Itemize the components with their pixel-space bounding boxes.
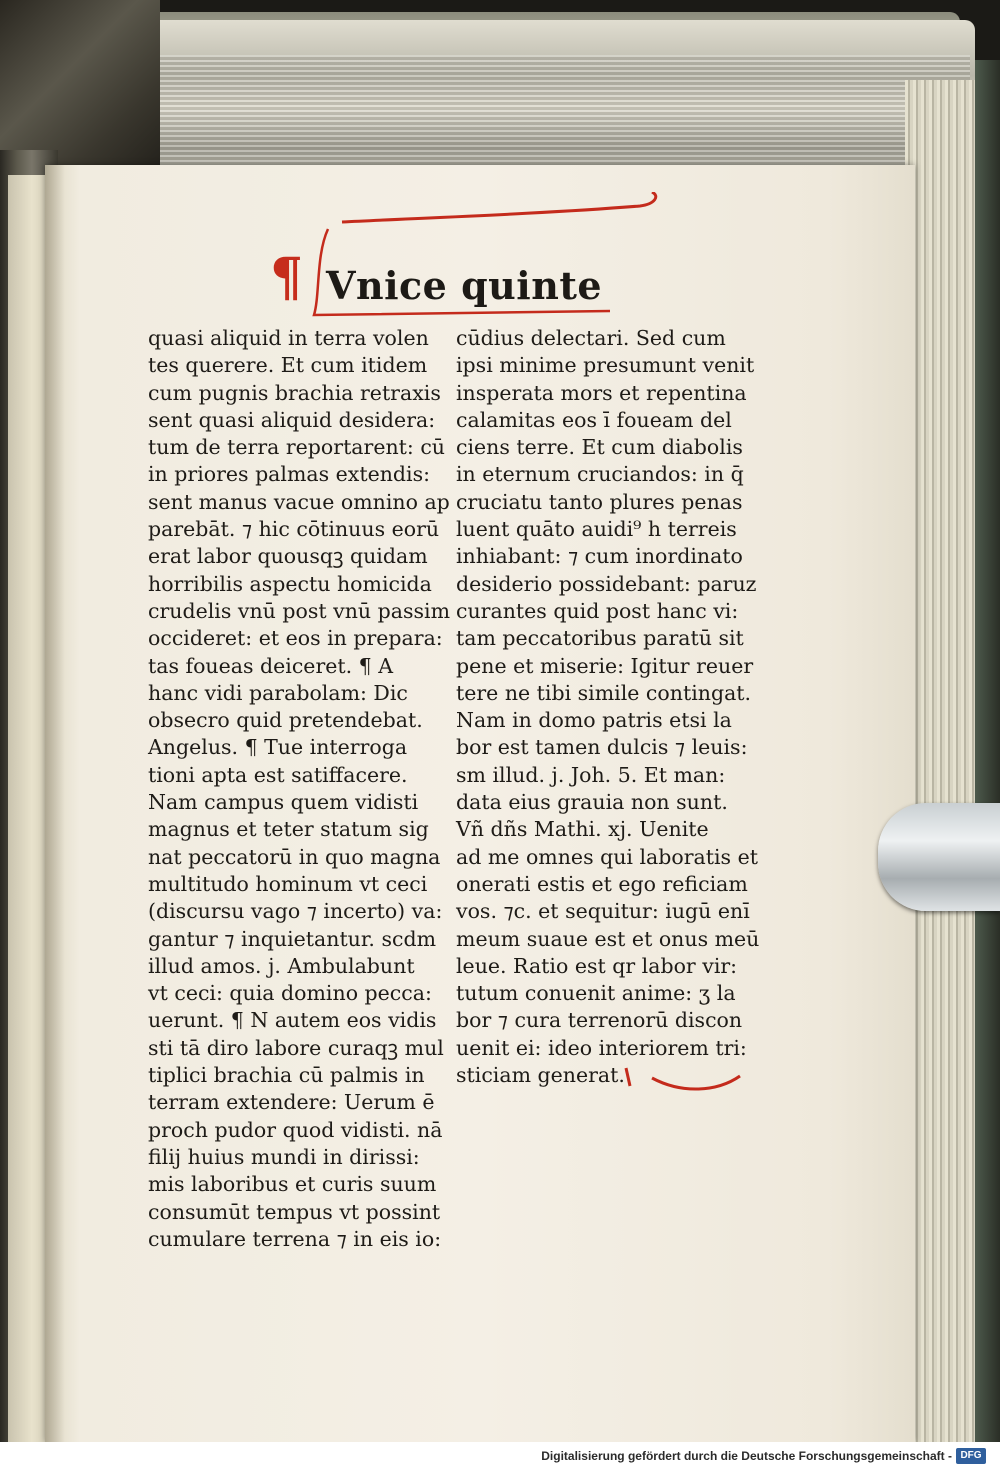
red-flourish-top	[340, 192, 660, 228]
text-line: onerati estis et ego reficiam	[456, 871, 748, 896]
text-line: ad me omnes qui laboratis et	[456, 844, 758, 869]
footer-bar	[0, 1442, 1000, 1473]
text-line: tam peccatoribus paratū sit	[456, 626, 744, 651]
page-clip	[878, 803, 1000, 911]
footer-credit: Digitalisierung gefördert durch die Deutsche Forschungsgemeinschaft -	[541, 1449, 952, 1463]
text-line: meum suaue est et onus meū	[456, 926, 760, 951]
left-page-edge	[8, 175, 48, 1442]
text-line: obsecro quid pretendebat.	[148, 708, 423, 733]
text-line: leue. Ratio est qr labor vir:	[456, 953, 738, 978]
text-line: tioni apta est satiffacere.	[148, 762, 408, 787]
text-line: sti tā diro labore curaqꝫ mul	[148, 1035, 444, 1060]
text-line: illud amos. j. Ambulabunt	[148, 953, 415, 978]
text-line: data eius grauia non sunt.	[456, 790, 728, 815]
text-line: Angelus. ¶ Tue interroga	[148, 735, 408, 760]
text-line: tiplici brachia cū palmis in	[148, 1063, 425, 1088]
text-line: tes querere. Et cum itidem	[148, 353, 428, 378]
page-header-title: Vnice quinte	[326, 263, 603, 308]
text-line: erat labor quousqꝫ quidam	[148, 544, 428, 569]
text-line: in priores palmas extendis:	[148, 462, 431, 487]
text-line: sent quasi aliquid desidera:	[148, 407, 436, 432]
right-text-column	[456, 325, 760, 1089]
text-line: quasi aliquid in terra volen	[148, 326, 429, 350]
text-line: consumūt tempus vt possint	[148, 1199, 441, 1224]
text-line: magnus et teter statum sig	[148, 817, 429, 842]
text-line: (discursu vago ⁊ incerto) va:	[148, 899, 443, 924]
text-line: tas foueas deiceret. ¶ A	[148, 653, 394, 678]
text-line: curantes quid post hanc vi:	[456, 598, 739, 623]
text-line: luent quāto auidi⁹ h terreis	[456, 517, 737, 542]
text-line: uerunt. ¶ N autem eos vidis	[148, 1008, 437, 1033]
page-gutter-shadow	[45, 165, 65, 1442]
text-line: sent manus vacue omnino ap	[148, 489, 450, 514]
text-line: inhiabant: ⁊ cum inordinato	[456, 544, 743, 569]
text-line: sticiam generat.	[456, 1063, 625, 1088]
red-paragraph-mark: ¶	[270, 247, 304, 308]
text-line: bor est tamen dulcis ⁊ leuis:	[456, 735, 748, 760]
dfg-logo: DFG	[956, 1448, 986, 1464]
text-line: cumulare terrena ⁊ in eis io:	[148, 1226, 442, 1251]
text-line: tere ne tibi simile contingat.	[456, 680, 752, 705]
text-line: pene et miserie: Igitur reuer	[456, 653, 754, 678]
text-line: desiderio possidebant: paruz	[456, 571, 757, 596]
right-page-edges	[905, 80, 980, 1442]
text-line: uenit ei: ideo interiorem tri:	[456, 1035, 747, 1060]
left-text-column	[148, 325, 451, 1253]
text-line: parebāt. ⁊ hic cōtinuus eorū	[148, 517, 440, 542]
text-line: cum pugnis brachia retraxis	[148, 380, 441, 405]
text-line: ipsi minime presumunt venit	[456, 353, 755, 378]
page-edge-stripes	[90, 55, 970, 170]
text-line: sm illud. j. Joh. 5. Et man:	[456, 762, 726, 787]
text-line: vt ceci: quia domino pecca:	[148, 981, 432, 1006]
text-line: vos. ⁊c. et sequitur: iugū enī	[456, 899, 750, 924]
text-line: Nam in domo patris etsi la	[456, 708, 732, 733]
text-line: tutum conuenit anime: ʒ la	[456, 981, 736, 1006]
right-cover-edge	[975, 60, 1000, 1442]
text-line: occideret: et eos in prepara:	[148, 626, 443, 651]
text-line: crudelis vnū post vnū passim	[148, 598, 451, 623]
text-line: tum de terra reportarent: cū	[148, 435, 446, 460]
text-line: cruciatu tanto plures penas	[456, 489, 743, 514]
text-line: filij huius mundi in dirissi:	[148, 1144, 420, 1169]
text-line: calamitas eos ī foueam del	[456, 407, 732, 432]
text-line: proch pudor quod vidisti. nā	[148, 1117, 443, 1142]
text-line: ciens terre. Et cum diabolis	[456, 435, 743, 460]
text-line: terram extendere: Uerum ē	[148, 1090, 435, 1115]
text-line: gantur ⁊ inquietantur. scdm	[148, 926, 437, 951]
text-line: Vñ dñs Mathi. xj. Uenite	[456, 817, 709, 842]
text-line: horribilis aspectu homicida	[148, 571, 432, 596]
text-line: in eternum cruciandos: in q̄	[456, 462, 744, 487]
text-line: cūdius delectari. Sed cum	[456, 326, 726, 350]
text-line: multitudo hominum vt ceci	[148, 871, 428, 896]
text-line: bor ⁊ cura terrenorū discon	[456, 1008, 743, 1033]
text-line: mis laboribus et curis suum	[148, 1172, 437, 1197]
text-line: Nam campus quem vidisti	[148, 790, 419, 815]
text-line: nat peccatorū in quo magna	[148, 844, 441, 869]
text-line: insperata mors et repentina	[456, 380, 747, 405]
text-line: hanc vidi parabolam: Dic	[148, 680, 408, 705]
red-line-ending-flourish	[622, 1064, 742, 1094]
